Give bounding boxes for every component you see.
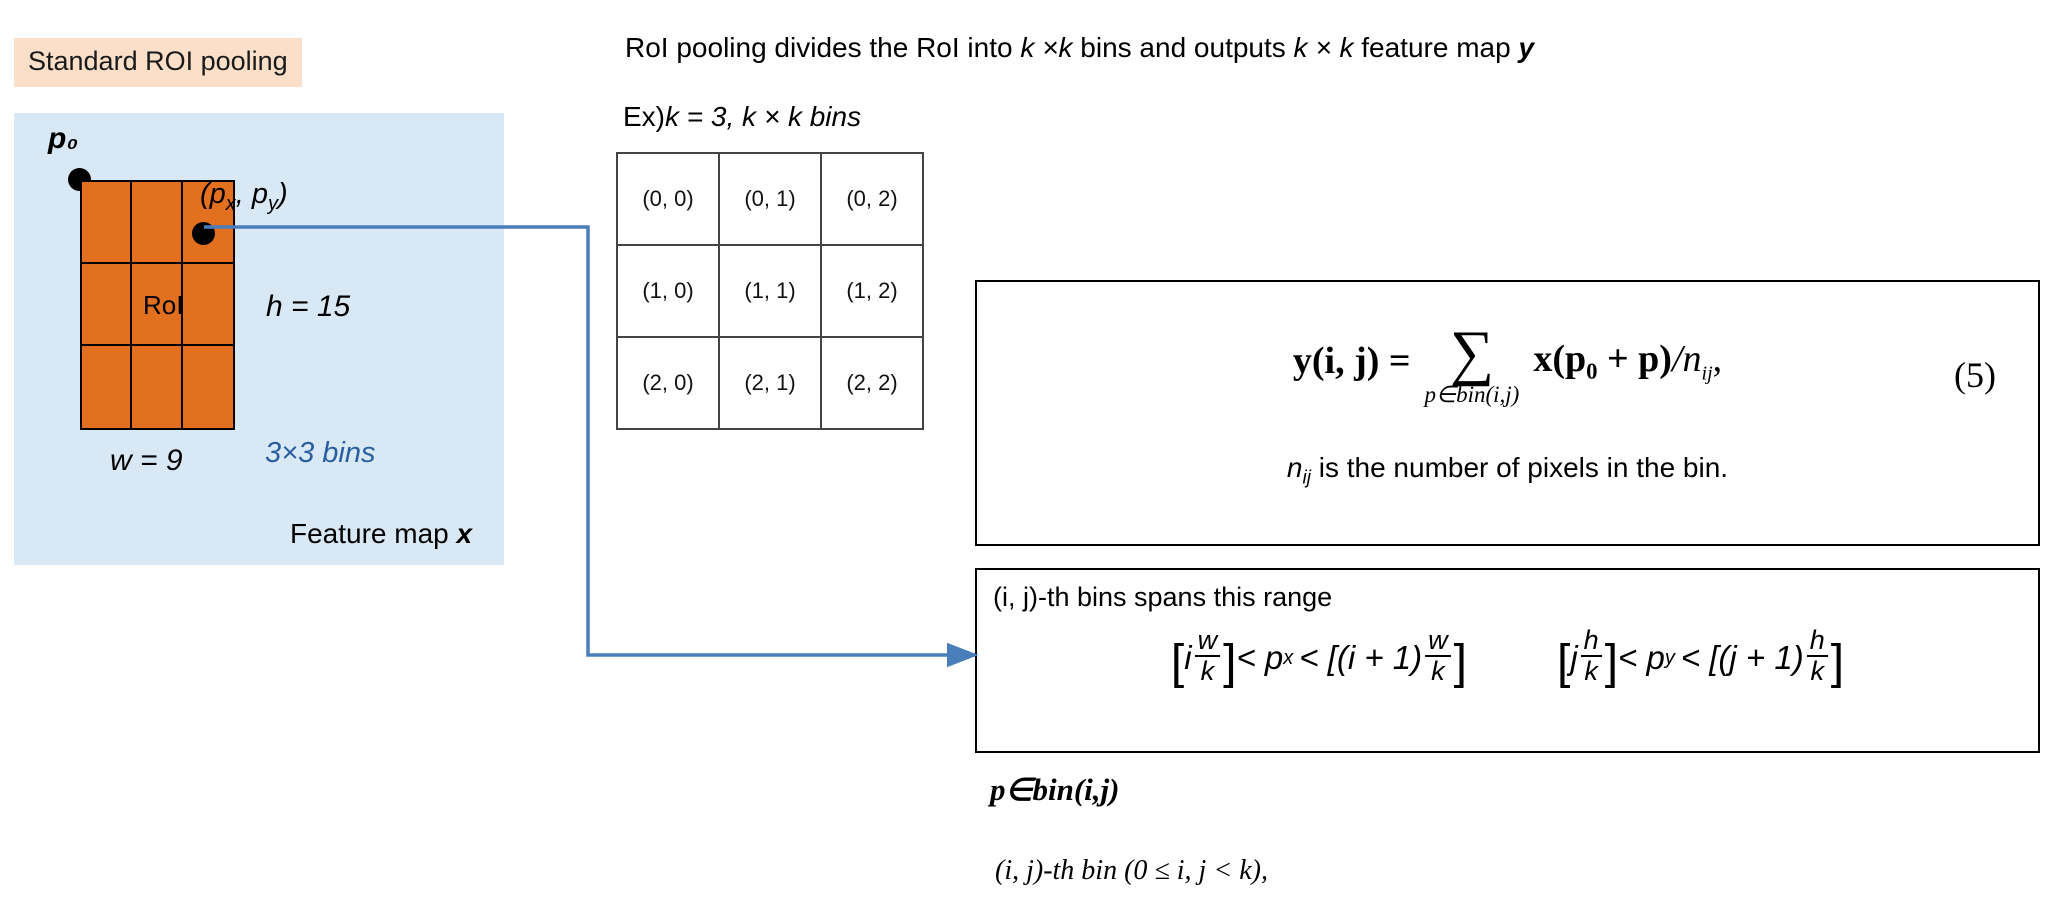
summation-operator xyxy=(1424,319,1520,408)
sigma-icon: ∑ xyxy=(1449,319,1495,387)
equation-number: (5) xyxy=(1954,355,1996,395)
y-range-j: j xyxy=(1570,639,1578,677)
note-ij-bin-text: (i, j)-th bin (0 ≤ i, j < k), xyxy=(995,855,1268,886)
bin-index-table xyxy=(616,152,924,430)
y-range-open-bracket: [ xyxy=(1556,635,1571,689)
bin-cell: (1, 0) xyxy=(617,245,719,337)
roi-bin-cell xyxy=(183,264,233,346)
table-row xyxy=(617,153,923,245)
x-range-frac2-num: w xyxy=(1425,626,1451,657)
note-n-symbol: n xyxy=(1286,452,1303,483)
bin-cell: (0, 0) xyxy=(617,153,719,245)
roi-label: RoI xyxy=(143,290,184,320)
y-range-fraction-2 xyxy=(1807,626,1828,686)
y-range-rel2: < [(j + 1) xyxy=(1680,639,1804,677)
desc-k-second: k × k xyxy=(1293,32,1354,63)
p-point-dot xyxy=(192,222,215,245)
bin-cell: (1, 1) xyxy=(719,245,821,337)
desc-y-variable: y xyxy=(1518,32,1535,63)
equation-5-note xyxy=(977,452,2038,490)
x-range-close-bracket: ] xyxy=(1223,635,1237,689)
equation-5-comma: , xyxy=(1712,337,1723,380)
y-range-sub1: y xyxy=(1664,646,1675,669)
y-range-frac2-den: k xyxy=(1810,656,1824,687)
roi-bin-cell xyxy=(82,264,132,346)
p-label-close: ) xyxy=(278,178,288,210)
x-range-rel2: < [(i + 1) xyxy=(1299,639,1423,677)
x-range-sub1: x xyxy=(1283,646,1294,669)
summation-subscript: p∈bin(i,j) xyxy=(1424,381,1520,407)
y-range-frac1-num: h xyxy=(1581,626,1602,657)
page-title: Standard ROI pooling xyxy=(14,38,302,87)
p0-label xyxy=(48,122,78,156)
x-range-formula xyxy=(1170,625,1467,689)
equation-5-x: x xyxy=(1533,337,1553,380)
feature-map-label xyxy=(290,518,472,550)
bin-cell: (2, 0) xyxy=(617,337,719,429)
x-range-i: i xyxy=(1184,639,1192,677)
bin-cell: (0, 2) xyxy=(821,153,923,245)
x-range-frac1-num: w xyxy=(1195,626,1221,657)
bin-range-box xyxy=(975,568,2040,753)
example-prefix: Ex) xyxy=(623,101,665,132)
roi-pooling-description xyxy=(625,32,1534,64)
desc-part-c: feature map xyxy=(1353,32,1519,63)
feature-map-text: Feature map xyxy=(290,518,457,549)
roi-bin-cell xyxy=(132,346,182,428)
p-label-y-sub: y xyxy=(268,192,279,215)
equation-5-rhs xyxy=(1533,337,1722,386)
p0-text: p₀ xyxy=(48,122,79,155)
equation-5-divisor: /n xyxy=(1671,337,1702,380)
p-label-mid: , p xyxy=(235,178,269,210)
y-range-close-bracket-2: ] xyxy=(1830,635,1845,689)
roi-width-label: w = 9 xyxy=(110,444,183,477)
y-range-frac1-den: k xyxy=(1584,656,1598,687)
note-p-in-bin xyxy=(990,772,1119,808)
x-range-fraction-1 xyxy=(1195,626,1221,686)
y-range-formula xyxy=(1556,625,1845,689)
y-range-close-bracket: ] xyxy=(1604,635,1619,689)
bin-cell: (2, 2) xyxy=(821,337,923,429)
bin-cell: (2, 1) xyxy=(719,337,821,429)
table-row xyxy=(617,337,923,429)
equation-5-lhs: y(i, j) = xyxy=(1292,339,1411,382)
table-row xyxy=(617,245,923,337)
equation-5-divisor-sub: ij xyxy=(1701,362,1713,385)
bins-count-label: 3×3 bins xyxy=(265,437,376,469)
example-line xyxy=(623,101,861,133)
p-label-open: (p xyxy=(200,178,226,210)
note-text: is the number of pixels in the bin. xyxy=(1310,452,1729,483)
p-coordinate-label xyxy=(200,178,288,216)
p-label-x-sub: x xyxy=(225,192,236,215)
example-text: k = 3, k × k bins xyxy=(665,101,862,132)
x-range-frac1-den: k xyxy=(1200,656,1215,687)
x-range-fraction-2 xyxy=(1425,626,1451,686)
x-range-close-bracket-2: ] xyxy=(1453,635,1467,689)
bin-cell: (1, 2) xyxy=(821,245,923,337)
y-range-frac2-num: h xyxy=(1807,626,1828,657)
desc-part-a: RoI pooling divides the RoI into xyxy=(625,32,1021,63)
bin-cell: (0, 1) xyxy=(719,153,821,245)
equation-5-row xyxy=(977,319,2038,407)
x-range-rel1: < p xyxy=(1236,639,1284,677)
bin-range-title: (i, j)-th bins spans this range xyxy=(993,582,1333,612)
note-p-in-bin-text: p∈bin(i,j) xyxy=(990,772,1120,807)
equation-5-box xyxy=(975,280,2040,546)
x-range-frac2-den: k xyxy=(1431,656,1445,687)
y-range-rel1: < p xyxy=(1618,639,1665,677)
note-ij-bin xyxy=(995,855,1268,887)
roi-bin-cell xyxy=(82,346,132,428)
note-n-sub: ij xyxy=(1302,467,1311,489)
feature-map-variable: x xyxy=(456,518,473,549)
desc-part-b: bins and outputs xyxy=(1072,32,1294,63)
roi-bin-cell xyxy=(132,182,182,264)
roi-bin-cell xyxy=(183,346,233,428)
roi-height-label: h = 15 xyxy=(266,290,351,323)
x-range-open-bracket: [ xyxy=(1170,635,1185,689)
desc-k-first: k ×k xyxy=(1020,32,1073,63)
y-range-fraction-1 xyxy=(1581,626,1602,686)
equation-5-args: (p₀ + p) xyxy=(1552,337,1672,380)
bin-range-formulas xyxy=(977,625,2038,689)
roi-bin-cell xyxy=(82,182,132,264)
